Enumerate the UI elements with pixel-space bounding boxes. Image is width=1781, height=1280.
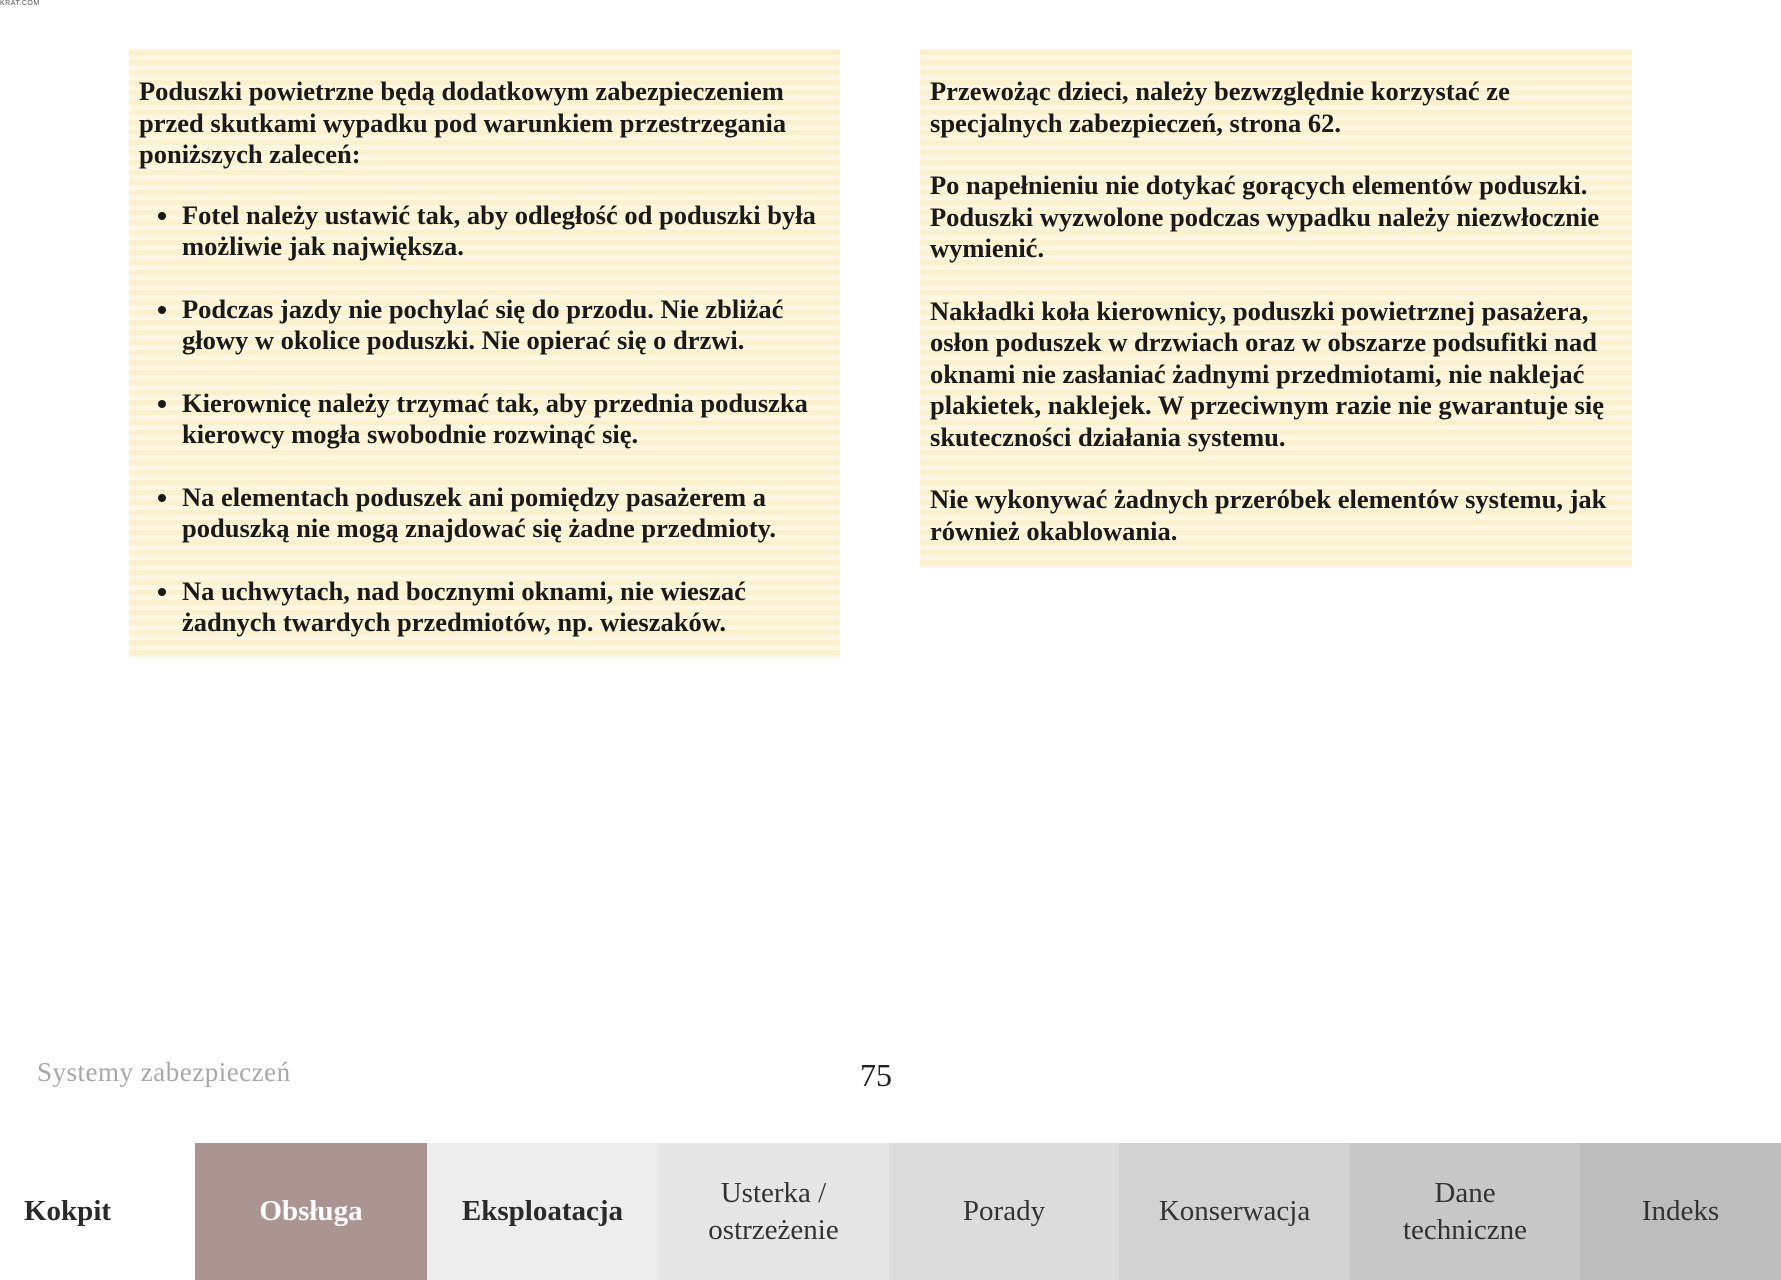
bullet-icon	[158, 306, 166, 314]
list-item	[139, 294, 840, 357]
list-item-text: Na elementach poduszek ani pomiędzy pasażerem a poduszką nie mogą znajdować się żadne przedmioty.	[182, 481, 777, 543]
intro-paragraph: Poduszki powietrzne będą dodatkowym zabezpieczeniem przed skutkami wypadku pod warunkiem przestrzegania poniższych zaleceń:	[139, 76, 787, 169]
bullet-icon	[158, 212, 166, 220]
tab-porady[interactable]	[889, 1143, 1119, 1280]
section-title: Systemy zabezpieczeń	[37, 1057, 291, 1087]
tab-indeks[interactable]	[1580, 1143, 1781, 1280]
tab-kokpit[interactable]	[0, 1143, 195, 1280]
tab-label: Obsługa	[259, 1195, 363, 1227]
tab-konserwacja[interactable]	[1119, 1143, 1350, 1280]
bullet-icon	[158, 494, 166, 502]
recommendations-list	[139, 200, 840, 639]
list-item-text: Podczas jazdy nie pochylać się do przodu. Nie zbliżać głowy w okolice poduszki. Nie opierać się o drzwi.	[182, 293, 784, 355]
tab-label: Eksploatacja	[461, 1195, 624, 1227]
list-item	[139, 576, 840, 639]
page-number: 75	[860, 1057, 892, 1093]
list-item	[139, 388, 840, 451]
bullet-icon	[158, 400, 166, 408]
tab-usterka-ostrzezenie[interactable]	[658, 1143, 889, 1280]
list-item-text: Kierownicę należy trzymać tak, aby przednia poduszka kierowcy mogła swobodnie rozwinąć się.	[182, 387, 808, 449]
list-item-text: Na uchwytach, nad bocznymi oknami, nie wieszać żadnych twardych przedmiotów, np. wieszaków.	[182, 575, 746, 637]
tab-eksploatacja[interactable]	[427, 1143, 658, 1280]
list-item	[139, 482, 840, 545]
tab-label: Porady	[962, 1195, 1046, 1227]
list-item-text: Fotel należy ustawić tak, aby odległość od poduszki była możliwie jak największa.	[182, 199, 816, 261]
tab-label: Usterka / ostrzeżenie	[708, 1176, 839, 1246]
note-paragraph-covers: Nakładki koła kierownicy, poduszki powietrznej pasażera, osłon poduszek w drzwiach oraz w obszarze podsufitki nad oknami nie zasłaniać żadnymi przedmiotami, nie naklejać plakietek, naklejek. W przeciwnym razie nie gwarantuje się skuteczności działania systemu.	[930, 295, 1604, 452]
chapter-tab-bar	[0, 1143, 1781, 1280]
safety-notes-left	[129, 50, 840, 658]
site-watermark: KRAT.COM	[0, 0, 40, 7]
note-paragraph-modifications: Nie wykonywać żadnych przeróbek elementów systemu, jak również okablowania.	[930, 484, 1607, 546]
tab-dane-techniczne[interactable]	[1350, 1143, 1580, 1280]
tab-obsluga[interactable]	[195, 1143, 427, 1280]
list-item	[139, 200, 840, 263]
note-paragraph-hot-parts: Po napełnieniu nie dotykać gorących elementów poduszki. Poduszki wyzwolone podczas wypadku należy niezwłocznie wymienić.	[930, 170, 1600, 263]
tab-label: Dane techniczne	[1403, 1176, 1527, 1246]
bullet-icon	[158, 588, 166, 596]
safety-notes-right	[920, 50, 1632, 568]
tab-label: Indeks	[1641, 1195, 1720, 1227]
tab-label: Konserwacja	[1158, 1195, 1311, 1227]
tab-label: Kokpit	[24, 1195, 112, 1227]
note-paragraph-children: Przewożąc dzieci, należy bezwzględnie korzystać ze specjalnych zabezpieczeń, strona 62.	[930, 76, 1510, 138]
